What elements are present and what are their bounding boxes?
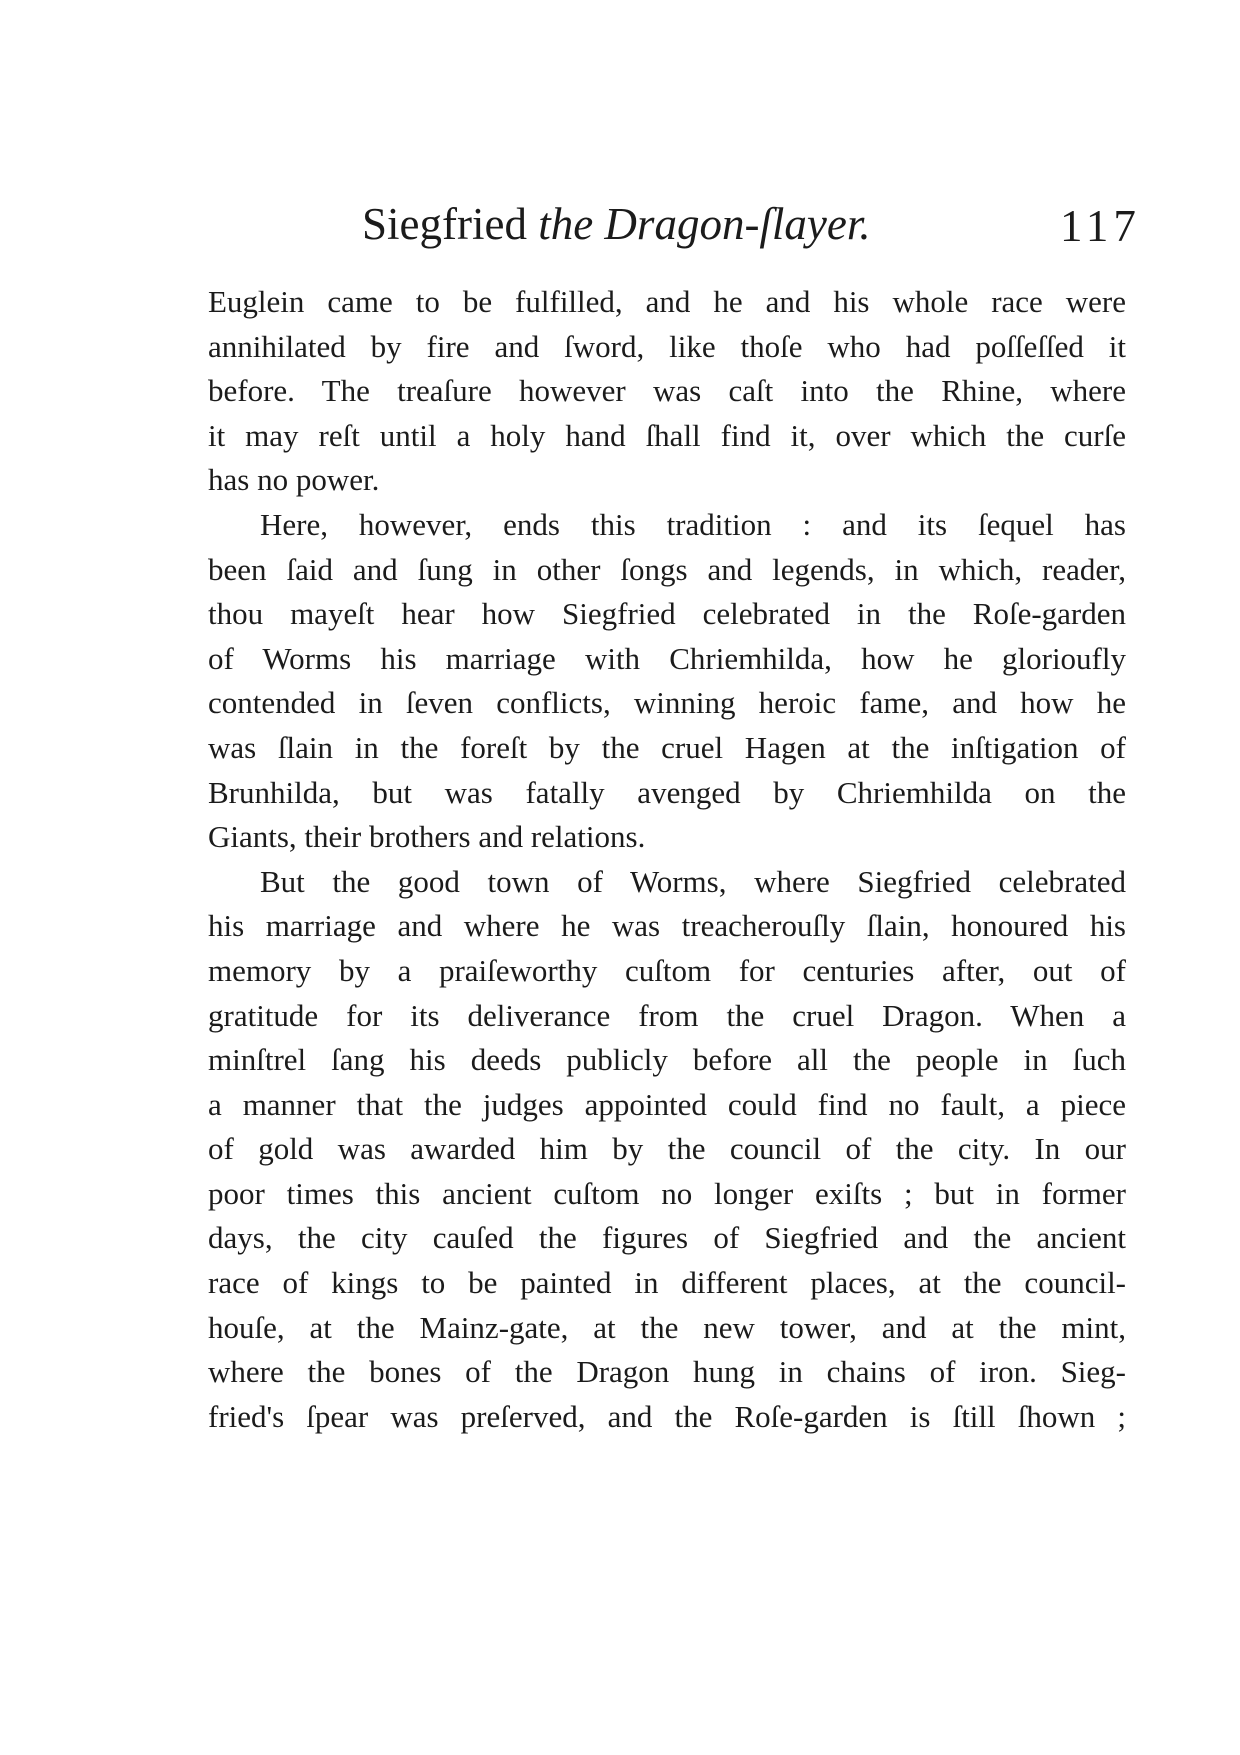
text-line: annihilated by fire and ſword, like thoſe who had poſſeſſed it: [208, 328, 1126, 364]
text-line: Euglein came to be fulfilled, and he and his whole race were: [208, 284, 1126, 319]
text-line: memory by a praiſeworthy cuſtom for centuries after, out of: [208, 952, 1126, 988]
text-line: been ſaid and ſung in other ſongs and legends, in which, reader,: [208, 551, 1126, 587]
page-number: 117: [1060, 201, 1141, 251]
text-line: it may reſt until a holy hand ſhall find it, over which the curſe: [208, 417, 1126, 453]
running-head-italic: the Dragon-ſlayer.: [538, 199, 871, 249]
text-line: was ſlain in the foreſt by the cruel Hagen at the inſtigation of: [208, 729, 1126, 765]
text-line: his marriage and where he was treacherouſly ſlain, honoured his: [208, 908, 1126, 944]
text-line: thou mayeſt hear how Siegfried celebrated in the Roſe-garden: [208, 596, 1126, 632]
body-text: [208, 280, 1126, 1439]
text-line: fried's ſpear was preſerved, and the Roſe-garden is ſtill ſhown ;: [208, 1398, 1126, 1434]
text-line: contended in ſeven conflicts, winning heroic fame, and how he: [208, 685, 1126, 721]
text-line: days, the city cauſed the figures of Siegfried and the ancient: [208, 1220, 1126, 1256]
text-line: of Worms his marriage with Chriemhilda, how he glorioufly: [208, 640, 1126, 676]
running-head: [362, 196, 871, 252]
running-head-roman: Siegfried: [362, 199, 527, 249]
text-line: Brunhilda, but was fatally avenged by Chriemhilda on the: [208, 774, 1126, 810]
text-line: minſtrel ſang his deeds publicly before all the people in ſuch: [208, 1042, 1126, 1078]
text-line: poor times this ancient cuſtom no longer exiſts ; but in former: [208, 1175, 1126, 1211]
paragraph-start-line: Here, however, ends this tradition : and its ſequel has: [260, 506, 1126, 542]
text-line: where the bones of the Dragon hung in chains of iron. Sieg-: [208, 1354, 1126, 1390]
text-line: race of kings to be painted in different places, at the council-: [208, 1265, 1126, 1301]
text-line: Giants, their brothers and relations.: [208, 819, 646, 855]
paragraph-start-line: But the good town of Worms, where Siegfried celebrated: [260, 863, 1126, 899]
text-line: houſe, at the Mainz-gate, at the new tower, and at the mint,: [208, 1309, 1126, 1345]
text-line: before. The treaſure however was caſt into the Rhine, where: [208, 373, 1126, 409]
text-line: of gold was awarded him by the council of the city. In our: [208, 1131, 1126, 1167]
text-line: gratitude for its deliverance from the cruel Dragon. When a: [208, 997, 1126, 1033]
text-line: has no power.: [208, 462, 380, 498]
text-line: a manner that the judges appointed could find no fault, a piece: [208, 1086, 1126, 1122]
